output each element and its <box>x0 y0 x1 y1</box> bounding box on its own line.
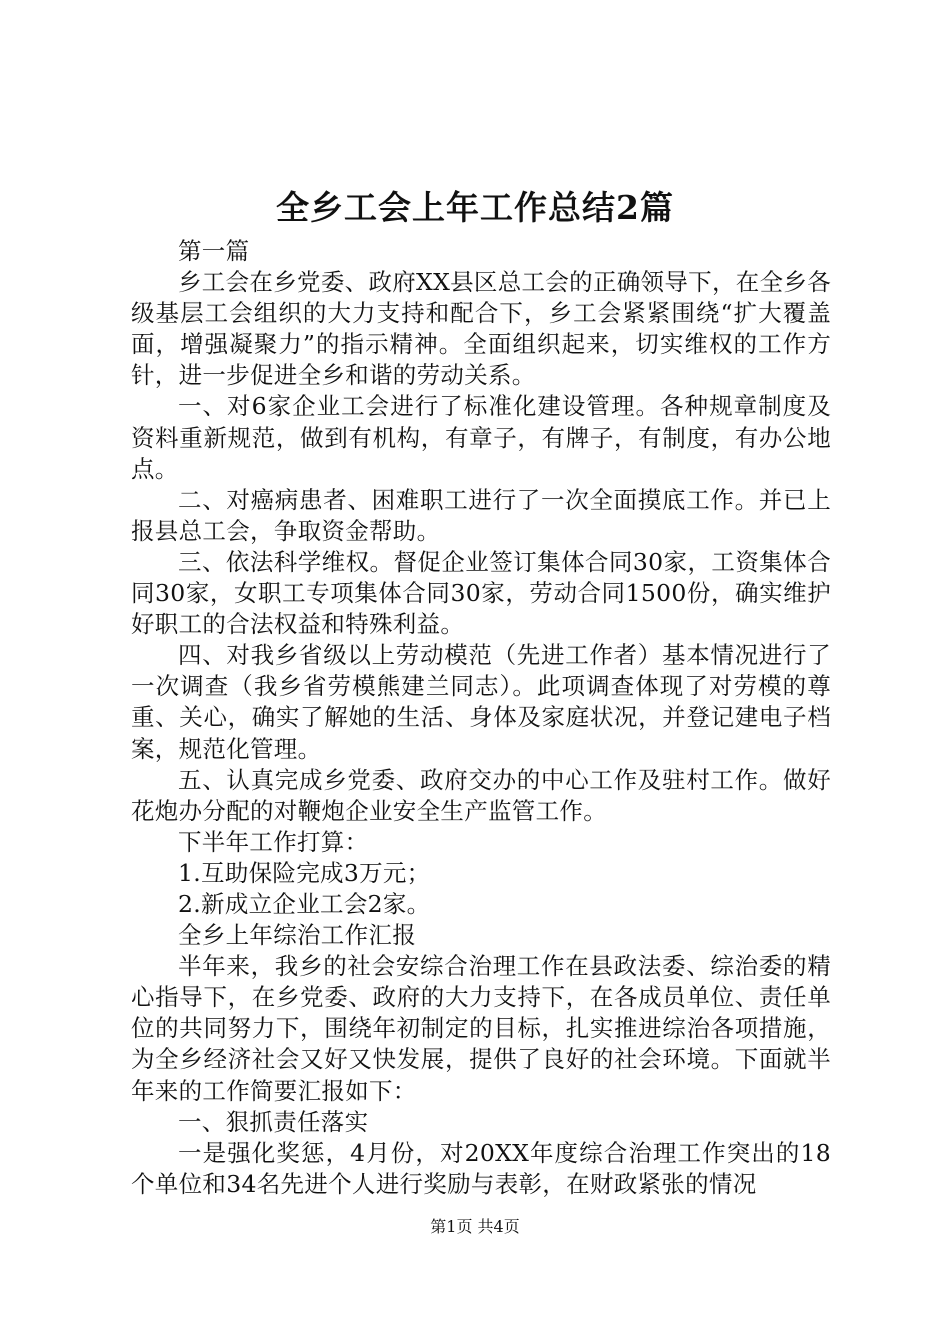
plan-item-1: 1.互助保险完成3万元； <box>178 858 431 887</box>
document-title: 全乡工会上年工作总结2篇 <box>276 188 674 227</box>
report-intro-paragraph: 半年来，我乡的社会安综合治理工作在县政法委、综治委的精心指导下，在乡党委、政府的大力支持下，在各成员单位、责任单位的共同努力下，围绕年初制定的目标，扎实推进综治各项措施，为全乡经济社会又好又快发展，提供了良好的社会环境。下面就半年来的工作简要汇报如下： <box>131 952 831 1105</box>
item-paragraph-2: 二、对癌病患者、困难职工进行了一次全面摸底工作。并已上报县总工会，争取资金帮助。 <box>131 485 831 545</box>
item-paragraph-5: 五、认真完成乡党委、政府交办的中心工作及驻村工作。做好花炮办分配的对鞭炮企业安全生产监管工作。 <box>131 765 831 825</box>
plan-heading: 下半年工作打算： <box>178 827 369 856</box>
report-paragraph-1: 一是强化奖惩，4月份，对20XX年度综合治理工作突出的18个单位和34名先进个人进行奖励与表彰，在财政紧张的情况 <box>131 1138 831 1198</box>
report-subheading-1: 一、狠抓责任落实 <box>178 1107 369 1136</box>
page-footer: 第1页 共4页 <box>430 1217 520 1236</box>
plan-item-2: 2.新成立企业工会2家。 <box>178 889 431 918</box>
section-heading-first: 第一篇 <box>178 237 250 265</box>
item-paragraph-3: 三、依法科学维权。督促企业签订集体合同30家，工资集体合同30家，女职工专项集体合同30家，劳动合同1500份，确实维护好职工的合法权益和特殊利益。 <box>131 547 831 639</box>
intro-paragraph: 乡工会在乡党委、政府XX县区总工会的正确领导下，在全乡各级基层工会组织的大力支持和配合下，乡工会紧紧围绕“扩大覆盖面，增强凝聚力”的指示精神。全面组织起来，切实维权的工作方针，进一步促进全乡和谐的劳动关系。 <box>131 268 831 390</box>
document-body <box>131 236 831 1200</box>
item-paragraph-1: 一、对6家企业工会进行了标准化建设管理。各种规章制度及资料重新规范，做到有机构，有章子，有牌子，有制度，有办公地点。 <box>131 392 831 483</box>
section-heading-second: 全乡上年综治工作汇报 <box>178 921 416 950</box>
item-paragraph-4: 四、对我乡省级以上劳动模范（先进工作者）基本情况进行了一次调查（我乡省劳模熊建兰同志）。此项调查体现了对劳模的尊重、关心，确实了解她的生活、身体及家庭状况，并登记建电子档案，规范化管理。 <box>131 641 831 763</box>
